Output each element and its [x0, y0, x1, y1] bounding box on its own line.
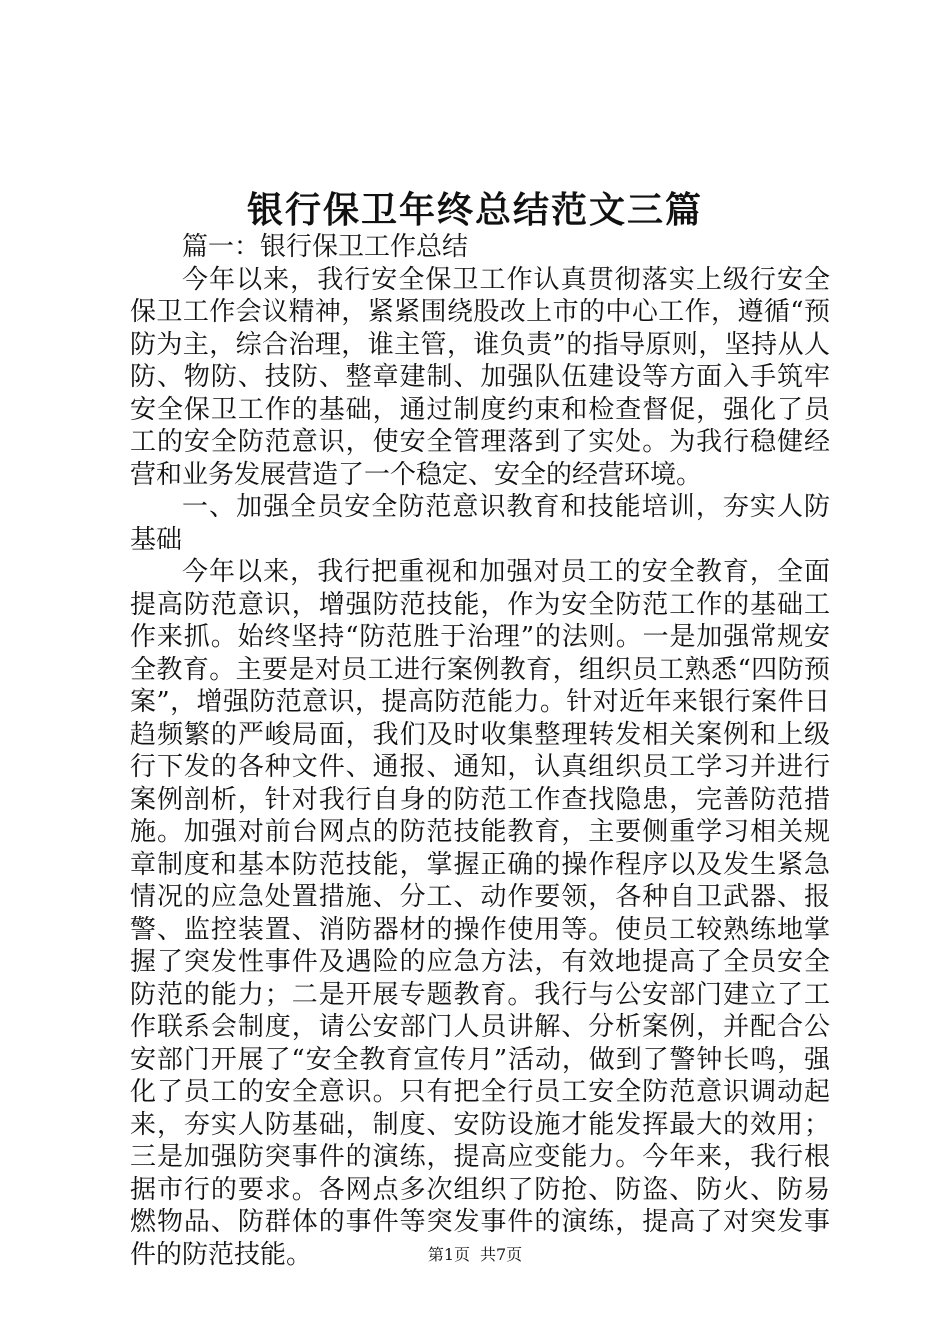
- section-heading: 篇一：银行保卫工作总结: [182, 232, 469, 262]
- document-body: [130, 231, 830, 1271]
- subsection-heading: 一、加强全员安全防范意识教育和技能培训，夯实人防基础: [130, 492, 830, 555]
- body-paragraph: 今年以来，我行把重视和加强对员工的安全教育，全面提高防范意识，增强防范技能，作为安全防范工作的基础工作来抓。始终坚持“防范胜于治理”的法则。一是加强常规安全教育。主要是对员工进行案例教育，组织员工熟悉“四防预案”，增强防范意识，提高防范能力。针对近年来银行案件日趋频繁的严峻局面，我们及时收集整理转发相关案例和上级行下发的各种文件、通报、通知，认真组织员工学习并进行案例剖析，针对我行自身的防范工作查找隐患，完善防范措施。加强对前台网点的防范技能教育，主要侧重学习相关规章制度和基本防范技能，掌握正确的操作程序以及发生紧急情况的应急处置措施、分工、动作要领，各种自卫武器、报警、监控装置、消防器材的操作使用等。使员工较熟练地掌握了突发性事件及遇险的应急方法，有效地提高了全员安全防范的能力；二是开展专题教育。我行与公安部门建立了工作联系会制度，请公安部门人员讲解、分析案例，并配合公安部门开展了“安全教育宣传月”活动，做到了警钟长鸣，强化了员工的安全意识。只有把全行员工安全防范意识调动起来，夯实人防基础，制度、安防设施才能发挥最大的效用；三是加强防突事件的演练，提高应变能力。今年来，我行根据市行的要求。各网点多次组织了防抢、防盗、防火、防易燃物品、防群体的事件等突发事件的演练，提高了对突发事件的防范技能。: [130, 557, 830, 1270]
- body-paragraph: 今年以来，我行安全保卫工作认真贯彻落实上级行安全保卫工作会议精神，紧紧围绕股改上市的中心工作，遵循“预防为主，综合治理，谁主管，谁负责”的指导原则，坚持从人防、物防、技防、整章建制、加强队伍建设等方面入手筑牢安全保卫工作的基础，通过制度约束和检查督促，强化了员工的安全防范意识，使安全管理落到了实处。为我行稳健经营和业务发展营造了一个稳定、安全的经营环境。: [130, 264, 830, 490]
- page-footer: [0, 1244, 950, 1266]
- page-total: 共7页: [480, 1245, 523, 1264]
- page-number: 第1页: [427, 1245, 470, 1264]
- document-title: 银行保卫年终总结范文三篇: [246, 189, 703, 231]
